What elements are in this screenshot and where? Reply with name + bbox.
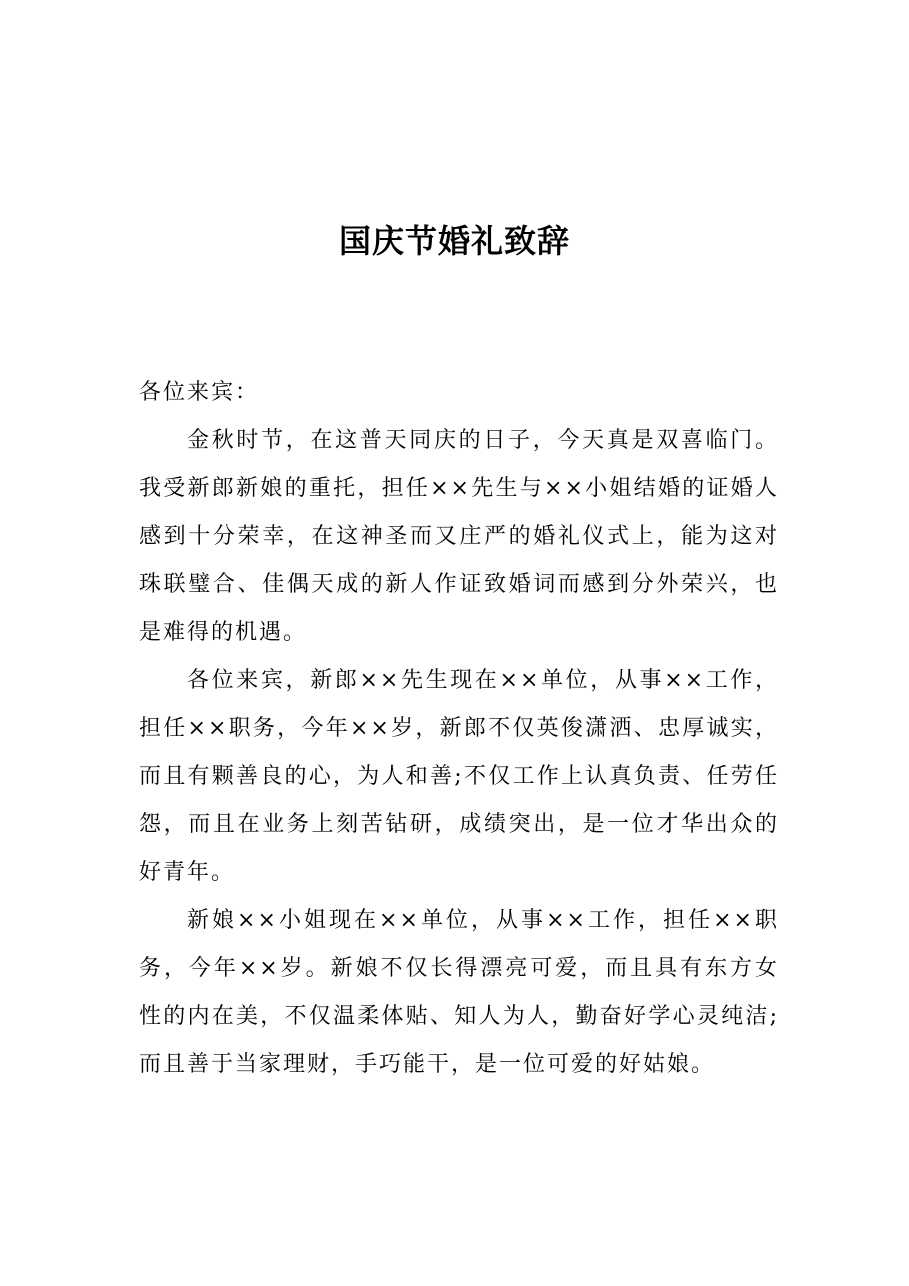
page-title: 国庆节婚礼致辞 xyxy=(338,222,570,261)
paragraph-3: 新娘××小姐现在××单位，从事××工作，担任××职务，今年××岁。新娘不仅长得漂亮可爱，而且具有东方女性的内在美，不仅温柔体贴、知人为人，勤奋好学心灵纯洁;而且善于当家理财，手巧能干，是一位可爱的好姑娘。 xyxy=(139,908,779,1077)
paragraph-1: 金秋时节，在这普天同庆的日子，今天真是双喜临门。我受新郎新娘的重托，担任××先生与××小姐结婚的证婚人感到十分荣幸，在这神圣而又庄严的婚礼仪式上，能为这对珠联璧合、佳偶天成的新人作证致婚词而感到分外荣兴，也是难得的机遇。 xyxy=(139,428,779,645)
salutation: 各位来宾： xyxy=(139,380,260,405)
document-body xyxy=(139,369,779,1089)
paragraph-2: 各位来宾，新郎××先生现在××单位，从事××工作，担任××职务，今年××岁，新郎不仅英俊潇洒、忠厚诚实，而且有颗善良的心，为人和善;不仅工作上认真负责、任劳任怨，而且在业务上刻苦钻研，成绩突出，是一位才华出众的好青年。 xyxy=(139,668,779,885)
